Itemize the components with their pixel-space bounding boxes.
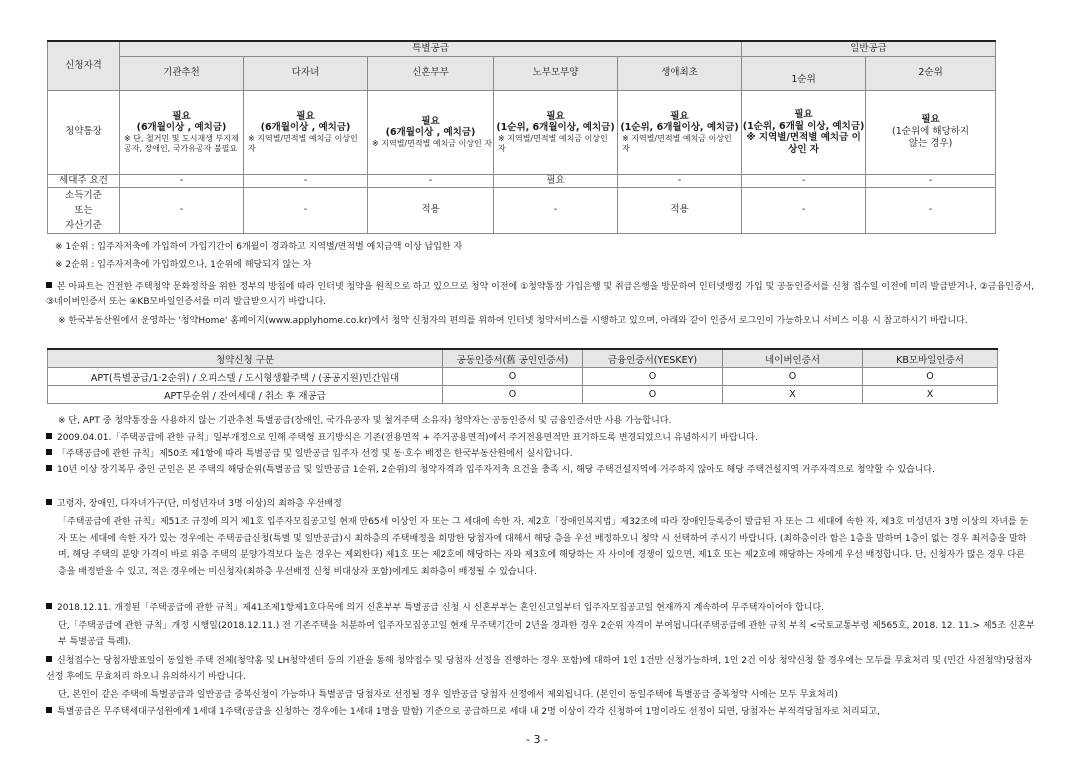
cert-cell: O xyxy=(863,368,998,386)
col-header: 1순위 xyxy=(742,56,866,90)
household-cell: - xyxy=(866,174,996,187)
certificate-table xyxy=(47,348,998,404)
cert-cell: O xyxy=(583,386,723,404)
cert-cell: APT무순위 / 잔여세대 / 취소 후 재공급 xyxy=(48,386,443,404)
bullet-square-icon xyxy=(46,603,52,609)
group-header-special: 특별공급 xyxy=(120,41,742,56)
cert-header: KB모바일인증서 xyxy=(863,349,998,368)
bankbook-note: ※ 단, 철거민 및 도시재생 부지제공자, 장애인, 국가유공자 불필요 xyxy=(124,133,239,153)
bankbook-condition: (6개월이상 , 예치금) xyxy=(385,127,476,138)
bankbook-cell xyxy=(368,90,494,174)
income-cell: - xyxy=(120,187,244,233)
bankbook-condition: (1순위, 6개월이상, 예치금) xyxy=(496,122,615,133)
cert-cell: O xyxy=(723,368,863,386)
row-label-household: 세대주 요건 xyxy=(48,174,120,187)
cert-cell: O xyxy=(443,368,583,386)
para-bullet xyxy=(46,497,1036,512)
bullet-square-icon xyxy=(46,656,52,662)
col-header: 2순위 xyxy=(866,56,996,90)
para-text: 2009.04.01.「주택공급에 관한 규칙」일부개정으로 인해 주택형 표기방식은 기존(전용면적 + 주거공용면적)에서 주거전용면적만 표기하도록 변경되었으니 유념하시기 바랍니다. xyxy=(57,433,758,443)
income-cell: 적용 xyxy=(618,187,742,233)
bankbook-cell xyxy=(618,90,742,174)
para-text: 특별공급은 무주택세대구성원에게 1세대 1주택(공급을 신청하는 경우에는 1세대 1명을 말함) 기준으로 공급하므로 세대 내 2명 이상이 각각 신청하여 1명이라도 선정이 되면, 당첨자는 부적격당첨자로 처리되고, xyxy=(57,707,880,717)
cert-cell: X xyxy=(723,386,863,404)
household-cell: - xyxy=(244,174,368,187)
para-text: 「주택공급에 관한 규칙」제50조 제1항에 따라 특별공급 및 일반공급 입주자 선정 및 동·호수 배정은 한국부동산원에서 실시합니다. xyxy=(57,449,573,459)
bullet-square-icon xyxy=(46,707,52,713)
col-header: 신혼부부 xyxy=(368,56,494,90)
col-header: 기관추천 xyxy=(120,56,244,90)
para-cert-note: ※ 단, APT 중 청약통장을 사용하지 않는 기관추천 특별공급(장애인, 국가유공자 및 철거주택 소유자) 청약자는 공동인증서 및 금융인증서만 사용 가능합니다. xyxy=(58,416,672,426)
group-header-general: 일반공급 xyxy=(742,41,996,56)
row-label-bankbook: 청약통장 xyxy=(48,90,120,174)
para-bullet xyxy=(46,653,1036,685)
bankbook-condition: (6개월이상 , 예치금) xyxy=(260,122,351,133)
col-header: 다자녀 xyxy=(244,56,368,90)
row-label-income xyxy=(48,187,120,233)
bankbook-required: 필요 xyxy=(921,114,940,126)
cert-header: 금융인증서(YESKEY) xyxy=(583,349,723,368)
para-bullet xyxy=(46,601,1036,616)
household-cell: - xyxy=(368,174,494,187)
bullet-square-icon xyxy=(46,449,52,455)
income-cell: - xyxy=(494,187,618,233)
income-cell: - xyxy=(244,187,368,233)
income-label-line: 소득기준 xyxy=(65,189,102,201)
bankbook-note: ※ 지역별/면적별 예치금 이상인 자 xyxy=(372,138,493,148)
bankbook-cell xyxy=(120,90,244,174)
page-number: - 3 - xyxy=(526,733,548,746)
bankbook-condition: (1순위, 6개월이상, 예치금) xyxy=(620,122,739,133)
para-text: 신청접수는 당첨자발표일이 동일한 주택 전체(청약홈 및 LH청약센터 등의 기관을 통해 청약접수 및 당첨자 선정을 진행하는 경우 포함)에 대하여 1인 1건만 신청가능하며, 1인 2건 이상 청약신청 할 경우에는 모두를 무효처리 및 (민간 사전청약)당첨자 선정 후에도 무효처리 하오니 유의하시기 바랍니다. xyxy=(46,656,1032,682)
note-rank-1: ※ 1순위 : 입주자저축에 가입하여 가입기간이 6개월이 경과하고 지역별/면적별 예치금액 이상 납입한 자 xyxy=(55,242,463,252)
col-header: 노부모부양 xyxy=(494,56,618,90)
para-bullet xyxy=(46,447,1036,462)
bankbook-cell xyxy=(494,90,618,174)
eligibility-table xyxy=(47,40,996,234)
col-header-applicant: 신청자격 xyxy=(48,41,120,90)
para-text: 고령자, 장애인, 다자녀가구(단, 미성년자녀 3명 이상)의 최하층 우선배정 xyxy=(57,499,342,509)
para-bullet xyxy=(46,463,1036,478)
bankbook-required: 필요 xyxy=(546,110,565,122)
col-header: 생애최초 xyxy=(618,56,742,90)
income-label-line: 자산기준 xyxy=(65,219,102,231)
income-cell: - xyxy=(866,187,996,233)
bankbook-required: 필요 xyxy=(172,110,191,122)
household-cell: - xyxy=(120,174,244,187)
para-text: 본 아파트는 건전한 주택청약 문화정착을 위한 정부의 방침에 따라 인터넷 청약을 원칙으로 하고 있으므로 청약 이전에 ①청약통장 가입은행 및 취급은행을 방문하여 인터넷뱅킹 가입 및 공동인증서를 신청 접수일 이전에 미리 발급받거나, ②금융인증서, ③네이버인증서 또는 ④KB모바일인증서를 미리 발급받으시기 바랍니다. xyxy=(46,282,1035,307)
cert-header: 청약신청 구분 xyxy=(48,349,443,368)
bankbook-condition: (1순위, 6개월 이상, 예치금) xyxy=(742,120,865,132)
bankbook-required: 필요 xyxy=(296,110,315,122)
para-text: 2018.12.11. 개정된「주택공급에 관한 규칙」제41조제1항제1호다목에 의거 신혼부부 특별공급 신청 시 신혼부부는 혼인신고일부터 입주자모집공고일 현재까지 계속하여 무주택자이어야 합니다. xyxy=(57,603,825,613)
cert-cell: X xyxy=(863,386,998,404)
para-bullet xyxy=(46,431,1036,446)
para-duplicate-note: 단, 본인이 같은 주택에 특별공급과 일반공급 중복신청이 가능하나 특별공급 당첨자로 선정될 경우 일반공급 당첨자 선정에서 제외됩니다. (본인이 동일주택에 특별공급 중복청약 시에는 모두 무효처리) xyxy=(58,690,838,700)
bankbook-note: ※ 지역별/면적별 예치금 이상인 자 xyxy=(622,133,732,153)
para-bullet xyxy=(46,705,1036,720)
cert-header: 네이버인증서 xyxy=(723,349,863,368)
para-text: 10년 이상 장기복무 중인 군인은 본 주택의 해당순위(특별공급 및 일반공급 1순위, 2순위)의 청약자격과 입주자저축 요건을 충족 시, 해당 주택건설지역에 거주하지 않아도 해당 주택건설지역 거주자격으로 청약할 수 있습니다. xyxy=(57,465,935,475)
note-rank-2: ※ 2순위 : 입주자저축에 가입하였으나, 1순위에 해당되지 않는 자 xyxy=(55,260,312,270)
income-cell: 적용 xyxy=(368,187,494,233)
cert-cell: O xyxy=(443,386,583,404)
bankbook-cell xyxy=(244,90,368,174)
cert-cell: O xyxy=(583,368,723,386)
bankbook-condition: (6개월이상 , 예치금) xyxy=(136,122,227,133)
bankbook-note: ※ 지역별/면적별 예치금 이상인 자 xyxy=(248,133,358,153)
bankbook-required: 필요 xyxy=(670,110,689,122)
income-cell: - xyxy=(742,187,866,233)
bankbook-note: ※ 지역별/면적별 예치금 이상인 자 xyxy=(498,133,608,153)
bankbook-note: ※ 지역별/면적별 예치금 이상인 자 xyxy=(746,132,861,155)
bankbook-cell xyxy=(866,90,996,174)
bullet-square-icon xyxy=(46,465,52,471)
household-cell: 필요 xyxy=(494,174,618,187)
para-newlywed-exception: 단,「주택공급에 관한 규칙」개정 시행일(2018.12.11.) 전 기존주택을 처분하여 입주자모집공고일 현재 무주택기간이 2년을 경과한 경우 2순위 자격이 부여됩니다(주택공급에 관한 규칙 부칙 <국토교통부령 제565호, 2018. 12. 11.> 제5조 신혼부부 특별공급 특례). xyxy=(58,621,1035,647)
bankbook-cell xyxy=(742,90,866,174)
household-cell: - xyxy=(618,174,742,187)
bullet-square-icon xyxy=(46,282,52,288)
bullet-square-icon xyxy=(46,433,52,439)
bankbook-note: (1순위에 해당하지 않는 경우) xyxy=(892,125,970,149)
para-internet xyxy=(46,280,1036,310)
cert-cell: APT(특별공급/1·2순위) / 오피스텔 / 도시형생활주택 / (공공지원)민간임대 xyxy=(48,368,443,386)
household-cell: - xyxy=(742,174,866,187)
bullet-square-icon xyxy=(46,499,52,505)
bankbook-required: 필요 xyxy=(794,109,813,120)
para-lowest-floor: 「주택공급에 관한 규칙」제51조 규정에 의거 제1호 입주자모집공고일 현재 만65세 이상인 자 또는 그 세대에 속한 자, 제2호「장애인복지법」제32조에 따라 장애인등록증이 발급된 자 또는 그 세대에 속한 자, 제3호 미성년자 3명 이상의 자녀를 둔 자 또는 세대에 속한 자가 있는 경우에는 주택공급신청(특별 및 일반공급)시 최하층의 주택배정을 희망한 당첨자에 대해서 해당 층을 우선 배정하오니 청약 시 선택하여 주시기 바랍니다. (최하층이라 함은 1층을 말하며 1층이 없는 경우 최저층을 말하며, 해당 주택의 분양 가격이 바로 위층 주택의 분양가격보다 높은 경우는 제외한다) 제1호 또는 제2호에 해당하는 자와 제3호에 해당하는 자 사이에 경쟁이 있으면, 제1호 또는 제2호에 해당하는 자에게 우선 배정합니다. 단, 신청자가 많은 경우 다른 층을 배정받을 수 있고, 적은 경우에는 미신청자(최하층 우선배정 신청 비대상자 포함)에게도 최하층이 배정될 수 있습니다. xyxy=(58,517,1029,577)
bankbook-required: 필요 xyxy=(421,115,440,127)
cert-header: 공동인증서(舊 공인인증서) xyxy=(443,349,583,368)
income-label-line: 또는 xyxy=(74,204,93,216)
para-applyhome: ※ 한국부동산원에서 운영하는 '청약Home' 홈페이지(www.applyhome.co.kr)에서 청약 신청자의 편의를 위하여 인터넷 청약서비스를 시행하고 있으며, 아래와 같이 인증서 로그인이 가능하오니 서비스 이용 시 참고하시기 바랍니다. xyxy=(58,316,968,326)
